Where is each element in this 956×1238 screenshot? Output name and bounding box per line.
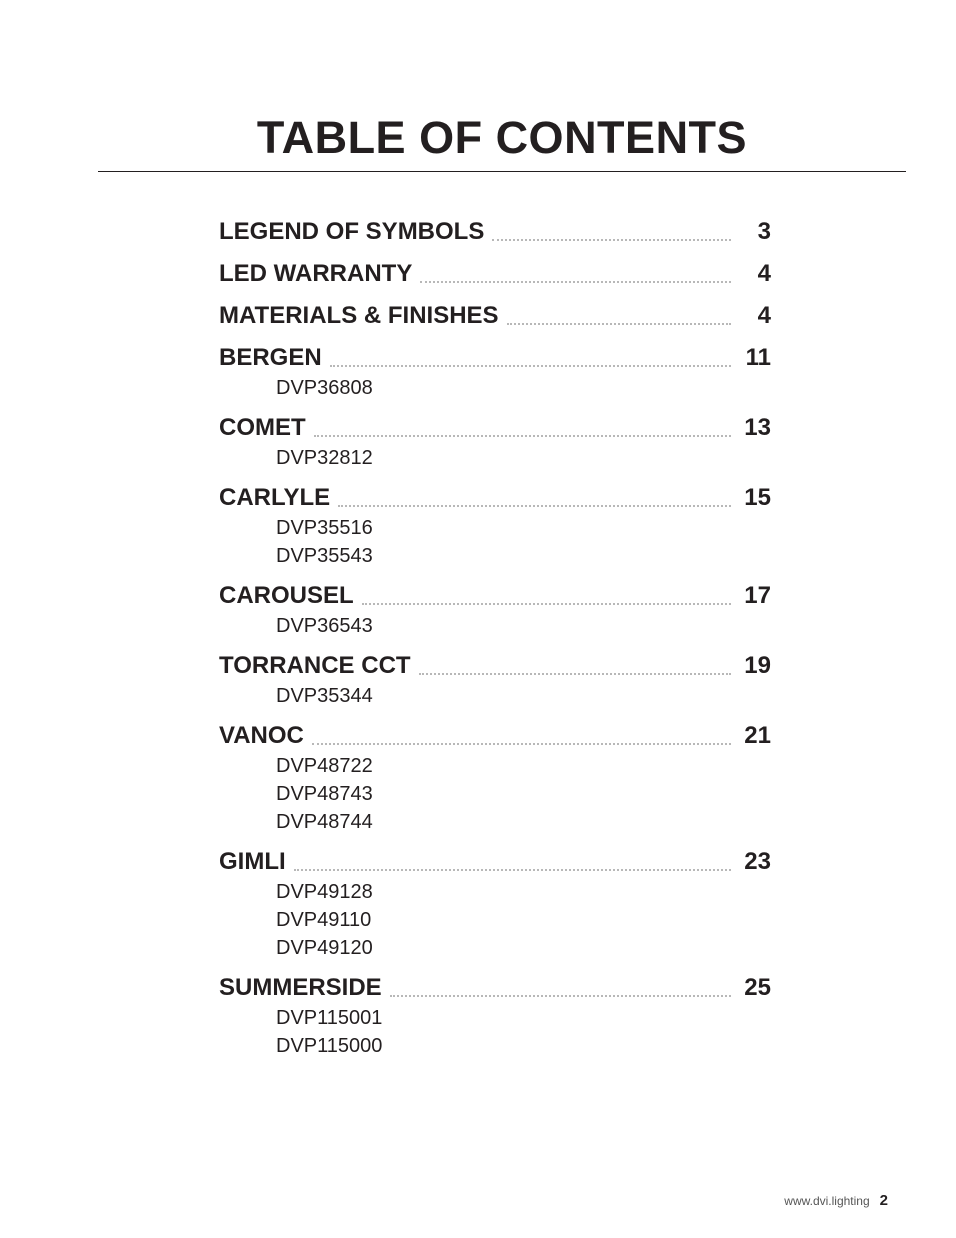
product-code[interactable]: DVP48722 [276,755,373,777]
product-code[interactable]: DVP35516 [276,517,373,539]
toc-entry-page: 23 [744,848,771,875]
page-title: TABLE OF CONTENTS [256,112,748,163]
toc-entry [219,300,771,332]
toc-entry-page: 13 [744,414,771,441]
product-code[interactable]: DVP49128 [276,881,373,903]
toc-entry-row[interactable] [219,846,771,878]
toc-entry-title: LEGEND OF SYMBOLS [219,218,485,245]
toc-entry-page: 17 [744,582,771,609]
product-code[interactable]: DVP36543 [276,615,373,637]
toc-entry-row[interactable] [219,216,771,248]
toc-entry [219,482,771,570]
dot-leader [507,323,731,325]
toc-entry-row[interactable] [219,720,771,752]
toc-entry-row[interactable] [219,650,771,682]
page-number: 2 [879,1192,888,1209]
toc-entry-title: MATERIALS & FINISHES [219,302,499,329]
product-code[interactable]: DVP49110 [276,909,372,931]
toc-entry [219,846,771,962]
toc-entry-title: VANOC [219,722,304,749]
toc-entry-page: 11 [745,344,771,371]
toc-entry-page: 4 [757,260,771,287]
toc-entry-row[interactable] [219,300,771,332]
toc-entry-page: 3 [757,218,771,245]
toc-entry [219,580,771,640]
product-code[interactable]: DVP32812 [276,447,373,469]
page-footer [784,1192,888,1209]
toc-entry-title: BERGEN [219,344,322,371]
toc-entry-title: COMET [219,414,306,441]
dot-leader [492,239,731,241]
dot-leader [338,505,731,507]
toc-entry-title: SUMMERSIDE [219,974,382,1001]
table-of-contents [219,216,771,1070]
dot-leader [419,673,731,675]
toc-entry-title: CAROUSEL [219,582,354,609]
product-code[interactable]: DVP35543 [276,545,373,567]
toc-entry-page: 15 [744,484,771,511]
toc-entry-page: 21 [744,722,771,749]
toc-entry-row[interactable] [219,972,771,1004]
product-code[interactable]: DVP35344 [276,685,373,707]
product-code-list [219,682,771,710]
toc-entry [219,720,771,836]
toc-entry-page: 4 [757,302,771,329]
toc-entry-page: 19 [744,652,771,679]
dot-leader [330,365,731,367]
toc-entry-title: TORRANCE CCT [219,652,411,679]
product-code[interactable]: DVP49120 [276,937,373,959]
toc-entry-row[interactable] [219,342,771,374]
toc-entry [219,342,771,402]
toc-entry-title: CARLYLE [219,484,331,511]
product-code[interactable]: DVP115000 [276,1035,383,1057]
title-divider [98,171,906,172]
toc-entry [219,216,771,248]
product-code[interactable]: DVP115001 [276,1007,383,1029]
product-code-list [219,612,771,640]
footer-url[interactable]: www.dvi.lighting [784,1193,870,1208]
dot-leader [390,995,731,997]
toc-entry-title: LED WARRANTY [219,260,413,287]
dot-leader [312,743,731,745]
product-code-list [219,1004,771,1060]
toc-entry [219,258,771,290]
toc-entry-row[interactable] [219,580,771,612]
dot-leader [294,869,731,871]
toc-entry [219,972,771,1060]
product-code-list [219,444,771,472]
product-code[interactable]: DVP48743 [276,783,373,805]
toc-entry-row[interactable] [219,482,771,514]
dot-leader [420,281,731,283]
toc-entry-title: GIMLI [219,848,286,875]
dot-leader [314,435,731,437]
product-code-list [219,752,771,836]
product-code[interactable]: DVP48744 [276,811,373,833]
toc-entry-row[interactable] [219,412,771,444]
toc-entry-page: 25 [744,974,771,1001]
toc-entry-row[interactable] [219,258,771,290]
product-code-list [219,878,771,962]
product-code-list [219,514,771,570]
product-code[interactable]: DVP36808 [276,377,373,399]
dot-leader [362,603,731,605]
product-code-list [219,374,771,402]
toc-entry [219,412,771,472]
toc-entry [219,650,771,710]
